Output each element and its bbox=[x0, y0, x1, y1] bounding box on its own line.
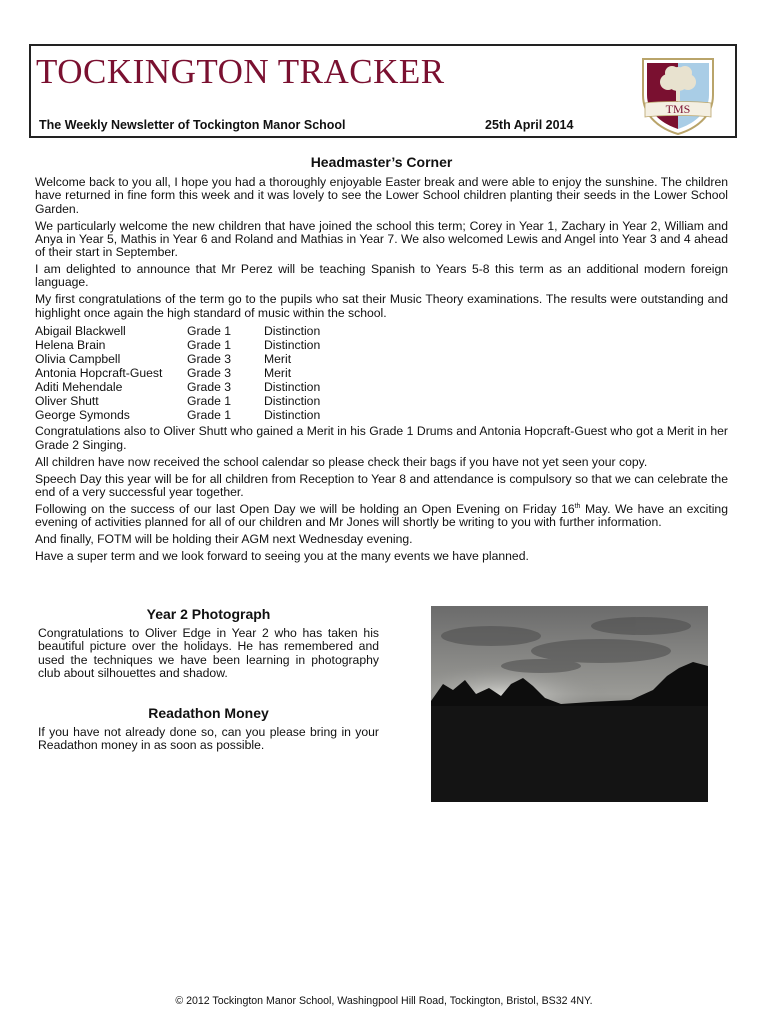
date-suffix: th bbox=[574, 502, 581, 510]
pupil-result: Distinction bbox=[264, 407, 321, 422]
paragraph-welcome: Welcome back to you all, I hope you had a thoroughly enjoyable Easter break and were able to enjoy the sunshine. The children have returned in fine form this week and it was lovely to see the Lower School children planting their seeds in the Lower School Garden. bbox=[35, 175, 728, 216]
paragraph-music-theory: My first congratulations of the term go to the pupils who sat their Music Theory examinations. The results were outstanding and highlight once again the high standard of music within the school. bbox=[35, 292, 728, 320]
paragraph-calendar: All children have now received the school calendar so please check their bags if you have not yet seen your copy. bbox=[35, 454, 648, 469]
table-row bbox=[35, 408, 728, 422]
table-row bbox=[35, 338, 728, 352]
pupil-grade: Grade 1 bbox=[187, 393, 232, 408]
headmasters-corner-heading: Headmaster’s Corner bbox=[310, 154, 453, 170]
paragraph-open-evening bbox=[35, 503, 728, 530]
pupil-grade: Grade 1 bbox=[187, 337, 232, 352]
pupil-result: Distinction bbox=[264, 393, 321, 408]
crest-letters: TMS bbox=[665, 102, 691, 116]
pupil-grade: Grade 3 bbox=[187, 379, 232, 394]
pupil-name: Oliver Shutt bbox=[35, 393, 99, 408]
photograph-heading: Year 2 Photograph bbox=[146, 606, 271, 622]
newsletter-subtitle: The Weekly Newsletter of Tockington Manor School bbox=[39, 118, 346, 132]
photograph-text: Congratulations to Oliver Edge in Year 2 who has taken his beautiful picture over the holidays. He has remembered and used the techniques we have been learning in photography club about silhouettes and shadow. bbox=[38, 626, 379, 680]
issue-date: 25th April 2014 bbox=[485, 118, 574, 132]
table-row bbox=[35, 324, 728, 338]
pupil-result: Distinction bbox=[264, 323, 321, 338]
pupil-grade: Grade 3 bbox=[187, 351, 232, 366]
masthead bbox=[29, 44, 737, 138]
pupil-name: George Symonds bbox=[35, 407, 130, 422]
paragraph-new-children: We particularly welcome the new children that have joined the school this term; Corey in Year 1, Zachary in Year 2, William and Anya in Year 5, Mathis in Year 6 and Roland and Mathias in Year 7. We also welcomed Lewis and Angel into Year 3 and 4 ahead of their start in September. bbox=[35, 218, 728, 260]
table-row bbox=[35, 352, 728, 366]
pupil-result: Distinction bbox=[264, 337, 321, 352]
pupil-result: Merit bbox=[264, 365, 292, 380]
pupil-name: Olivia Campbell bbox=[35, 351, 121, 366]
paragraph-fotm: And finally, FOTM will be holding their AGM next Wednesday evening. bbox=[35, 532, 413, 547]
readathon-text: If you have not already done so, can you please bring in your Readathon money in as soon as possible. bbox=[38, 724, 379, 753]
pupil-name: Antonia Hopcraft-Guest bbox=[35, 365, 163, 380]
open-evening-text-start: Following on the success of our last Open Day we will be holding an Open Evening on Friday 16 bbox=[35, 501, 575, 516]
pupil-name: Abigail Blackwell bbox=[35, 323, 126, 338]
silhouette-photograph bbox=[431, 606, 708, 802]
pupil-grade: Grade 3 bbox=[187, 365, 232, 380]
left-column bbox=[38, 605, 379, 756]
paragraph-spanish: I am delighted to announce that Mr Perez will be teaching Spanish to Years 5-8 this term as an additional modern foreign language. bbox=[35, 262, 728, 290]
pupil-grade: Grade 1 bbox=[187, 323, 232, 338]
footer-copyright: © 2012 Tockington Manor School, Washingpool Hill Road, Tockington, Bristol, BS32 4NY. bbox=[175, 995, 593, 1007]
table-row bbox=[35, 366, 728, 380]
table-row bbox=[35, 394, 728, 408]
open-evening-text-end: May. We have an exciting evening of activities planned for all of our children and Mr Jones will shortly be writing to you with further information. bbox=[35, 501, 728, 530]
pupil-result: Distinction bbox=[264, 379, 321, 394]
pupil-result: Merit bbox=[264, 351, 292, 366]
pupil-name: Aditi Mehendale bbox=[35, 379, 123, 394]
table-row bbox=[35, 380, 728, 394]
headmasters-corner bbox=[35, 153, 728, 567]
readathon-heading: Readathon Money bbox=[148, 704, 269, 721]
paragraph-speech-day: Speech Day this year will be for all children from Reception to Year 8 and attendance is compulsory so that we can celebrate the end of a very successful year together. bbox=[35, 471, 728, 499]
pupil-grade: Grade 1 bbox=[187, 407, 232, 422]
paragraph-closing: Have a super term and we look forward to seeing you at the many events we have planned. bbox=[35, 549, 529, 564]
school-crest-logo bbox=[639, 51, 717, 135]
newsletter-title: TOCKINGTON TRACKER bbox=[36, 52, 445, 91]
pupil-name: Helena Brain bbox=[35, 337, 106, 352]
music-results-table bbox=[35, 324, 728, 422]
paragraph-drums-singing: Congratulations also to Oliver Shutt who gained a Merit in his Grade 1 Drums and Antonia Hopcraft-Guest who got a Merit in her Grade 2 Singing. bbox=[35, 424, 728, 452]
